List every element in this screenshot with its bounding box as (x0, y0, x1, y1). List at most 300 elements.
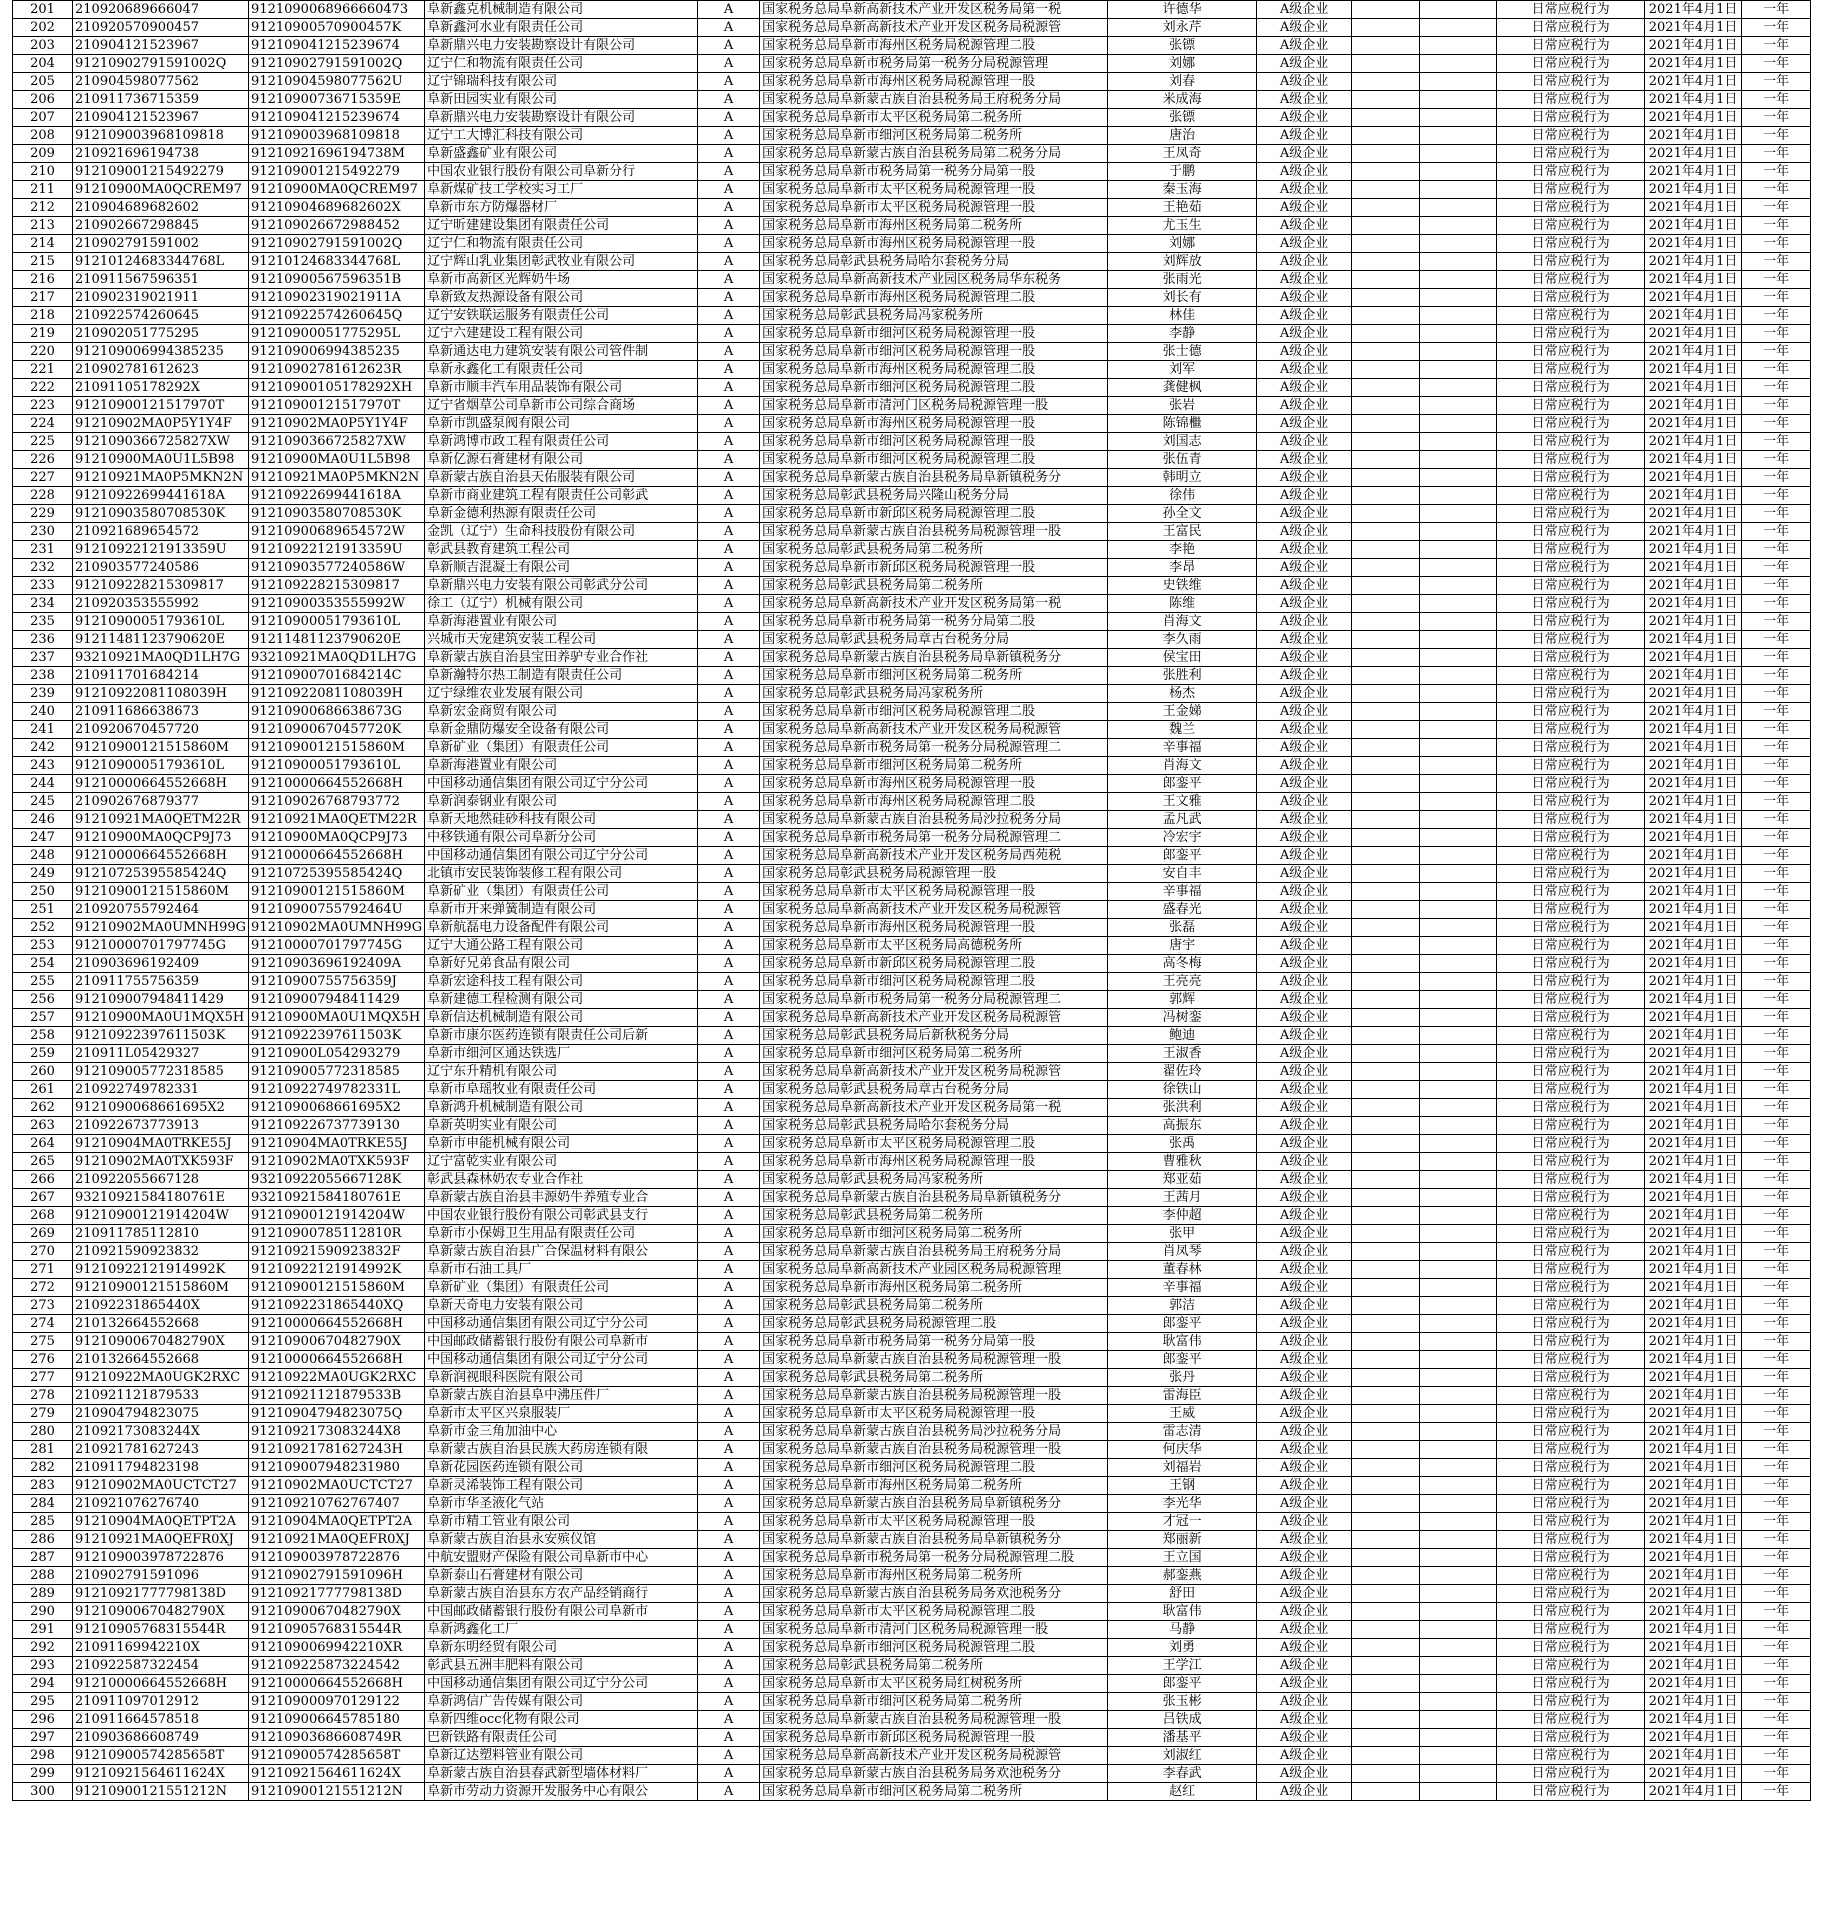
table-row (13, 1315, 1811, 1333)
cell-credit_code: 91210922749782331L (249, 1081, 425, 1099)
cell-credit_code: 91210900121517970T (249, 397, 425, 415)
cell-blank2 (1420, 1189, 1497, 1207)
cell-validity: 一年 (1742, 1513, 1811, 1531)
cell-level_label: A级企业 (1257, 1081, 1352, 1099)
cell-taxpayer_name: 阜新矿业（集团）有限责任公司 (425, 1279, 698, 1297)
cell-assessment_date: 2021年4月1日 (1645, 1207, 1742, 1225)
cell-officer: 刘军 (1108, 361, 1257, 379)
cell-assessment_date: 2021年4月1日 (1645, 541, 1742, 559)
cell-blank2 (1420, 1567, 1497, 1585)
cell-taxpayer_name: 阜新市高新区光辉奶牛场 (425, 271, 698, 289)
cell-assessment_type: 日常应税行为 (1497, 487, 1645, 505)
cell-assessment_date: 2021年4月1日 (1645, 1081, 1742, 1099)
cell-seq: 245 (13, 793, 73, 811)
cell-level: A (698, 1477, 760, 1495)
cell-level_label: A级企业 (1257, 1567, 1352, 1585)
cell-assessment_date: 2021年4月1日 (1645, 37, 1742, 55)
cell-credit_code: 91210902791591096H (249, 1567, 425, 1585)
cell-assessment_date: 2021年4月1日 (1645, 1657, 1742, 1675)
cell-seq: 223 (13, 397, 73, 415)
cell-tax_authority: 国家税务总局彰武县税务局冯家税务所 (760, 685, 1108, 703)
cell-level_label: A级企业 (1257, 1045, 1352, 1063)
cell-blank2 (1420, 829, 1497, 847)
cell-taxpayer_name: 阜新海港置业有限公司 (425, 757, 698, 775)
table-row (13, 397, 1811, 415)
cell-credit_code: 91210900353555992W (249, 595, 425, 613)
table-row (13, 1549, 1811, 1567)
cell-taxpayer_name: 阜新金德利热源有限责任公司 (425, 505, 698, 523)
cell-assessment_date: 2021年4月1日 (1645, 883, 1742, 901)
cell-blank2 (1420, 1765, 1497, 1783)
cell-credit_code: 91210921MA0P5MKN2N (249, 469, 425, 487)
cell-tax_authority: 国家税务总局阜新蒙古族自治县税务局税源管理一股 (760, 1441, 1108, 1459)
cell-validity: 一年 (1742, 883, 1811, 901)
cell-credit_code: 9121090068966660473 (249, 1, 425, 19)
cell-tax_authority: 国家税务总局阜新市细河区税务局第二税务所 (760, 1045, 1108, 1063)
cell-tax_authority: 国家税务总局阜新高新技术产业园区税务局税源管理 (760, 1261, 1108, 1279)
cell-blank1 (1352, 757, 1420, 775)
cell-level: A (698, 235, 760, 253)
cell-officer: 张禹 (1108, 1135, 1257, 1153)
cell-seq: 280 (13, 1423, 73, 1441)
cell-taxpayer_name: 阜新信达机械制造有限公司 (425, 1009, 698, 1027)
cell-assessment_type: 日常应税行为 (1497, 1405, 1645, 1423)
cell-blank1 (1352, 1369, 1420, 1387)
cell-level: A (698, 1171, 760, 1189)
cell-credit_code: 91210000664552668H (249, 1675, 425, 1693)
cell-blank1 (1352, 1315, 1420, 1333)
cell-assessment_type: 日常应税行为 (1497, 685, 1645, 703)
cell-blank1 (1352, 1459, 1420, 1477)
cell-old_tax_id: 210902051775295 (73, 325, 249, 343)
cell-assessment_type: 日常应税行为 (1497, 1585, 1645, 1603)
cell-credit_code: 91210900121515860M (249, 739, 425, 757)
cell-assessment_type: 日常应税行为 (1497, 199, 1645, 217)
cell-credit_code: 91210902781612623R (249, 361, 425, 379)
cell-taxpayer_name: 阜新瀚特尔热工制造有限责任公司 (425, 667, 698, 685)
cell-blank2 (1420, 1009, 1497, 1027)
cell-blank2 (1420, 109, 1497, 127)
cell-officer: 王富民 (1108, 523, 1257, 541)
cell-level: A (698, 649, 760, 667)
cell-officer: 郎銮平 (1108, 1675, 1257, 1693)
cell-officer: 于鹏 (1108, 163, 1257, 181)
cell-taxpayer_name: 阜新天奇电力安装有限公司 (425, 1297, 698, 1315)
cell-assessment_date: 2021年4月1日 (1645, 1441, 1742, 1459)
cell-blank2 (1420, 685, 1497, 703)
cell-blank1 (1352, 1045, 1420, 1063)
cell-credit_code: 93210921MA0QD1LH7G (249, 649, 425, 667)
cell-level_label: A级企业 (1257, 163, 1352, 181)
cell-level_label: A级企业 (1257, 1261, 1352, 1279)
cell-credit_code: 91210921MA0QEFR0XJ (249, 1531, 425, 1549)
cell-blank1 (1352, 1477, 1420, 1495)
cell-old_tax_id: 210903577240586 (73, 559, 249, 577)
cell-assessment_type: 日常应税行为 (1497, 1639, 1645, 1657)
cell-taxpayer_name: 彰武县森林奶农专业合作社 (425, 1171, 698, 1189)
cell-officer: 李光华 (1108, 1495, 1257, 1513)
cell-taxpayer_name: 阜新灵浠装饰工程有限公司 (425, 1477, 698, 1495)
cell-level_label: A级企业 (1257, 19, 1352, 37)
cell-validity: 一年 (1742, 163, 1811, 181)
cell-blank2 (1420, 1603, 1497, 1621)
cell-credit_code: 91210900051793610L (249, 613, 425, 631)
cell-assessment_date: 2021年4月1日 (1645, 1261, 1742, 1279)
cell-credit_code: 91210921781627243H (249, 1441, 425, 1459)
cell-assessment_type: 日常应税行为 (1497, 1621, 1645, 1639)
cell-assessment_type: 日常应税行为 (1497, 577, 1645, 595)
cell-level_label: A级企业 (1257, 55, 1352, 73)
cell-assessment_date: 2021年4月1日 (1645, 1387, 1742, 1405)
cell-validity: 一年 (1742, 415, 1811, 433)
table-row (13, 1135, 1811, 1153)
cell-credit_code: 91210903667258​27XW (249, 433, 425, 451)
cell-tax_authority: 国家税务总局阜新蒙古族自治县税务局务欢池税务分 (760, 1585, 1108, 1603)
cell-assessment_date: 2021年4月1日 (1645, 469, 1742, 487)
cell-level_label: A级企业 (1257, 631, 1352, 649)
cell-tax_authority: 国家税务总局阜新蒙古族自治县税务局阜新镇税务分 (760, 649, 1108, 667)
table-row (13, 1099, 1811, 1117)
cell-officer: 郎銮平 (1108, 1351, 1257, 1369)
cell-assessment_date: 2021年4月1日 (1645, 1765, 1742, 1783)
cell-level: A (698, 343, 760, 361)
cell-officer: 李久雨 (1108, 631, 1257, 649)
cell-seq: 257 (13, 1009, 73, 1027)
cell-assessment_date: 2021年4月1日 (1645, 1495, 1742, 1513)
cell-blank2 (1420, 919, 1497, 937)
cell-tax_authority: 国家税务总局阜新高新技术产业开发区税务局税源管 (760, 901, 1108, 919)
cell-level: A (698, 1351, 760, 1369)
cell-taxpayer_name: 阜新宏途科技工程有限公司 (425, 973, 698, 991)
cell-validity: 一年 (1742, 1405, 1811, 1423)
cell-seq: 295 (13, 1693, 73, 1711)
table-row (13, 1279, 1811, 1297)
cell-level: A (698, 1, 760, 19)
cell-assessment_date: 2021年4月1日 (1645, 181, 1742, 199)
cell-level_label: A级企业 (1257, 37, 1352, 55)
cell-officer: 王金娣 (1108, 703, 1257, 721)
cell-credit_code: 91210900664578518​0 (249, 1711, 425, 1729)
cell-assessment_date: 2021年4月1日 (1645, 1351, 1742, 1369)
cell-level_label: A级企业 (1257, 919, 1352, 937)
cell-assessment_date: 2021年4月1日 (1645, 433, 1742, 451)
cell-tax_authority: 国家税务总局阜新市细河区税务局第二税务所 (760, 127, 1108, 145)
cell-taxpayer_name: 阜新市申能机械有限公司 (425, 1135, 698, 1153)
cell-blank1 (1352, 1549, 1420, 1567)
cell-credit_code: 91210900755792464U (249, 901, 425, 919)
cell-credit_code: 91210900701684214C (249, 667, 425, 685)
cell-taxpayer_name: 阜新好兄弟食品有限公司 (425, 955, 698, 973)
cell-assessment_type: 日常应税行为 (1497, 901, 1645, 919)
cell-level_label: A级企业 (1257, 1153, 1352, 1171)
cell-old_tax_id: 210911567596351 (73, 271, 249, 289)
cell-level: A (698, 1441, 760, 1459)
cell-taxpayer_name: 阜新蒙古族自治县阜中沸压件厂 (425, 1387, 698, 1405)
cell-blank1 (1352, 1513, 1420, 1531)
cell-assessment_date: 2021年4月1日 (1645, 1513, 1742, 1531)
cell-credit_code: 91210900686616​95X2 (249, 1099, 425, 1117)
cell-seq: 287 (13, 1549, 73, 1567)
cell-seq: 299 (13, 1765, 73, 1783)
table-row (13, 541, 1811, 559)
cell-blank1 (1352, 1387, 1420, 1405)
cell-level_label: A级企业 (1257, 1009, 1352, 1027)
cell-blank1 (1352, 721, 1420, 739)
cell-taxpayer_name: 阜新市精工管业有限公司 (425, 1513, 698, 1531)
cell-seq: 234 (13, 595, 73, 613)
cell-assessment_date: 2021年4月1日 (1645, 955, 1742, 973)
cell-level_label: A级企业 (1257, 1783, 1352, 1801)
cell-blank2 (1420, 1153, 1497, 1171)
cell-tax_authority: 国家税务总局阜新市税务局第一税务分局税源管理二 (760, 739, 1108, 757)
cell-seq: 206 (13, 91, 73, 109)
cell-blank1 (1352, 343, 1420, 361)
cell-assessment_date: 2021年4月1日 (1645, 505, 1742, 523)
cell-blank1 (1352, 649, 1420, 667)
cell-old_tax_id: 210921076276740 (73, 1495, 249, 1513)
cell-blank1 (1352, 1621, 1420, 1639)
cell-taxpayer_name: 巴新铁路有限责任公司 (425, 1729, 698, 1747)
cell-taxpayer_name: 阜新盛鑫矿业有限公司 (425, 145, 698, 163)
cell-validity: 一年 (1742, 325, 1811, 343)
cell-blank2 (1420, 397, 1497, 415)
cell-credit_code: 91210921564611624X (249, 1765, 425, 1783)
cell-level_label: A级企业 (1257, 235, 1352, 253)
cell-assessment_date: 2021年4月1日 (1645, 649, 1742, 667)
cell-level: A (698, 991, 760, 1009)
cell-credit_code: 91210921121879533B (249, 1387, 425, 1405)
cell-blank1 (1352, 1639, 1420, 1657)
cell-old_tax_id: 210911755756359 (73, 973, 249, 991)
cell-validity: 一年 (1742, 793, 1811, 811)
cell-seq: 293 (13, 1657, 73, 1675)
cell-old_tax_id: 210902667298845 (73, 217, 249, 235)
cell-credit_code: 91210000664552668H (249, 775, 425, 793)
cell-level: A (698, 865, 760, 883)
cell-seq: 261 (13, 1081, 73, 1099)
cell-blank2 (1420, 613, 1497, 631)
cell-level_label: A级企业 (1257, 829, 1352, 847)
cell-assessment_date: 2021年4月1日 (1645, 487, 1742, 505)
cell-level: A (698, 523, 760, 541)
cell-taxpayer_name: 阜新蒙古族自治县宝田养驴专业合作社 (425, 649, 698, 667)
cell-level_label: A级企业 (1257, 1207, 1352, 1225)
cell-taxpayer_name: 阜新市阜瑶牧业有限责任公司 (425, 1081, 698, 1099)
cell-assessment_type: 日常应税行为 (1497, 793, 1645, 811)
cell-level_label: A级企业 (1257, 1729, 1352, 1747)
cell-level_label: A级企业 (1257, 577, 1352, 595)
cell-old_tax_id: 91210921MA0P5MKN2N (73, 469, 249, 487)
cell-tax_authority: 国家税务总局彰武县税务局冯家税务所 (760, 307, 1108, 325)
cell-assessment_date: 2021年4月1日 (1645, 1, 1742, 19)
cell-officer: 高冬梅 (1108, 955, 1257, 973)
cell-assessment_type: 日常应税行为 (1497, 559, 1645, 577)
cell-validity: 一年 (1742, 1315, 1811, 1333)
table-row (13, 523, 1811, 541)
cell-assessment_type: 日常应税行为 (1497, 253, 1645, 271)
table-row (13, 1405, 1811, 1423)
cell-assessment_type: 日常应税行为 (1497, 181, 1645, 199)
cell-blank1 (1352, 811, 1420, 829)
table-row (13, 811, 1811, 829)
cell-validity: 一年 (1742, 757, 1811, 775)
cell-credit_code: 91210922587322454​2 (249, 1657, 425, 1675)
cell-blank1 (1352, 1009, 1420, 1027)
cell-seq: 214 (13, 235, 73, 253)
cell-officer: 许德华 (1108, 1, 1257, 19)
cell-credit_code: 91210900121551212N (249, 1783, 425, 1801)
cell-assessment_date: 2021年4月1日 (1645, 1711, 1742, 1729)
cell-blank2 (1420, 1333, 1497, 1351)
cell-old_tax_id: 91210900MA0U1MQX5H (73, 1009, 249, 1027)
cell-officer: 郎銮平 (1108, 775, 1257, 793)
cell-officer: 王学江 (1108, 1657, 1257, 1675)
cell-seq: 276 (13, 1351, 73, 1369)
cell-assessment_type: 日常应税行为 (1497, 1243, 1645, 1261)
cell-level: A (698, 1729, 760, 1747)
cell-assessment_date: 2021年4月1日 (1645, 1369, 1742, 1387)
cell-assessment_date: 2021年4月1日 (1645, 1063, 1742, 1081)
table-row (13, 361, 1811, 379)
cell-tax_authority: 国家税务总局阜新市细河区税务局税源管理一股 (760, 433, 1108, 451)
cell-tax_authority: 国家税务总局阜新高新技术产业园区税务局华东税务 (760, 271, 1108, 289)
cell-taxpayer_name: 阜新市凯盛泵阀有限公司 (425, 415, 698, 433)
cell-credit_code: 91210903696192409A (249, 955, 425, 973)
cell-assessment_type: 日常应税行为 (1497, 865, 1645, 883)
cell-assessment_date: 2021年4月1日 (1645, 901, 1742, 919)
cell-seq: 226 (13, 451, 73, 469)
cell-tax_authority: 国家税务总局阜新高新技术产业开发区税务局西苑税 (760, 847, 1108, 865)
cell-seq: 229 (13, 505, 73, 523)
cell-officer: 张镖 (1108, 109, 1257, 127)
cell-tax_authority: 国家税务总局阜新市太平区税务局红树税务所 (760, 1675, 1108, 1693)
cell-assessment_type: 日常应税行为 (1497, 1153, 1645, 1171)
cell-blank1 (1352, 1153, 1420, 1171)
cell-credit_code: 91210902MA0TXK593F (249, 1153, 425, 1171)
cell-level_label: A级企业 (1257, 109, 1352, 127)
cell-level: A (698, 217, 760, 235)
cell-old_tax_id: 91210900051793610L (73, 613, 249, 631)
cell-level: A (698, 1099, 760, 1117)
table-row (13, 1603, 1811, 1621)
cell-old_tax_id: 210921696194738 (73, 145, 249, 163)
cell-taxpayer_name: 阜新花园医药连锁有限公司 (425, 1459, 698, 1477)
cell-blank2 (1420, 1297, 1497, 1315)
cell-assessment_date: 2021年4月1日 (1645, 1045, 1742, 1063)
cell-seq: 262 (13, 1099, 73, 1117)
cell-old_tax_id: 210911L05429327 (73, 1045, 249, 1063)
cell-credit_code: 91210902MA0UCTCT27 (249, 1477, 425, 1495)
cell-blank2 (1420, 343, 1497, 361)
cell-assessment_type: 日常应税行为 (1497, 451, 1645, 469)
cell-credit_code: 91210921696194738M (249, 145, 425, 163)
cell-blank2 (1420, 451, 1497, 469)
cell-assessment_type: 日常应税行为 (1497, 469, 1645, 487)
cell-level_label: A级企业 (1257, 469, 1352, 487)
cell-assessment_type: 日常应税行为 (1497, 1207, 1645, 1225)
cell-credit_code: 91210900105178292XH (249, 379, 425, 397)
cell-assessment_date: 2021年4月1日 (1645, 109, 1742, 127)
cell-assessment_date: 2021年4月1日 (1645, 163, 1742, 181)
cell-blank2 (1420, 937, 1497, 955)
cell-blank2 (1420, 19, 1497, 37)
cell-assessment_type: 日常应税行为 (1497, 883, 1645, 901)
cell-assessment_type: 日常应税行为 (1497, 973, 1645, 991)
cell-assessment_date: 2021年4月1日 (1645, 685, 1742, 703)
cell-validity: 一年 (1742, 1261, 1811, 1279)
cell-tax_authority: 国家税务总局阜新高新技术产业开发区税务局税源管 (760, 1009, 1108, 1027)
table-row (13, 1693, 1811, 1711)
cell-taxpayer_name: 阜新润泰钢业有限公司 (425, 793, 698, 811)
cell-assessment_type: 日常应税行为 (1497, 1189, 1645, 1207)
cell-assessment_type: 日常应税行为 (1497, 991, 1645, 1009)
cell-level: A (698, 559, 760, 577)
cell-blank2 (1420, 1783, 1497, 1801)
cell-assessment_date: 2021年4月1日 (1645, 1423, 1742, 1441)
cell-tax_authority: 国家税务总局阜新市海州区税务局税源管理一股 (760, 235, 1108, 253)
table-row (13, 1081, 1811, 1099)
cell-seq: 267 (13, 1189, 73, 1207)
cell-credit_code: 91210900396810981​8 (249, 127, 425, 145)
cell-old_tax_id: 210904794823075 (73, 1405, 249, 1423)
cell-validity: 一年 (1742, 433, 1811, 451)
table-row (13, 1765, 1811, 1783)
cell-tax_authority: 国家税务总局阜新市税务局第一税务分局税源管理二股 (760, 1549, 1108, 1567)
cell-taxpayer_name: 辽宁富乾实业有限公司 (425, 1153, 698, 1171)
cell-validity: 一年 (1742, 307, 1811, 325)
cell-old_tax_id: 210921689654572 (73, 523, 249, 541)
cell-tax_authority: 国家税务总局阜新高新技术产业开发区税务局第一税 (760, 595, 1108, 613)
cell-seq: 298 (13, 1747, 73, 1765)
cell-blank1 (1352, 847, 1420, 865)
cell-credit_code: 91210922397611503K (249, 1027, 425, 1045)
cell-old_tax_id: 91210921564611624X (73, 1765, 249, 1783)
cell-blank2 (1420, 757, 1497, 775)
cell-level: A (698, 1423, 760, 1441)
cell-level_label: A级企业 (1257, 739, 1352, 757)
cell-tax_authority: 国家税务总局阜新市新邱区税务局税源管理一股 (760, 1729, 1108, 1747)
cell-officer: 王文雅 (1108, 793, 1257, 811)
cell-blank2 (1420, 667, 1497, 685)
cell-taxpayer_name: 阜新建德工程检测有限公司 (425, 991, 698, 1009)
cell-level: A (698, 739, 760, 757)
cell-seq: 281 (13, 1441, 73, 1459)
cell-assessment_date: 2021年4月1日 (1645, 1585, 1742, 1603)
cell-level_label: A级企业 (1257, 1675, 1352, 1693)
cell-old_tax_id: 210922055667128 (73, 1171, 249, 1189)
cell-validity: 一年 (1742, 541, 1811, 559)
cell-blank2 (1420, 631, 1497, 649)
cell-blank2 (1420, 91, 1497, 109)
cell-tax_authority: 国家税务总局阜新蒙古族自治县税务局第二税务分局 (760, 145, 1108, 163)
cell-blank1 (1352, 433, 1420, 451)
cell-level_label: A级企业 (1257, 73, 1352, 91)
cell-level: A (698, 757, 760, 775)
cell-blank1 (1352, 1495, 1420, 1513)
cell-tax_authority: 国家税务总局阜新市海州区税务局第二税务所 (760, 217, 1108, 235)
cell-blank1 (1352, 1765, 1420, 1783)
cell-validity: 一年 (1742, 847, 1811, 865)
cell-blank2 (1420, 469, 1497, 487)
cell-blank2 (1420, 1441, 1497, 1459)
table-row (13, 1567, 1811, 1585)
cell-officer: 郑丽新 (1108, 1531, 1257, 1549)
cell-assessment_date: 2021年4月1日 (1645, 1459, 1742, 1477)
cell-blank2 (1420, 1063, 1497, 1081)
table-row (13, 703, 1811, 721)
cell-level: A (698, 1765, 760, 1783)
cell-validity: 一年 (1742, 1441, 1811, 1459)
